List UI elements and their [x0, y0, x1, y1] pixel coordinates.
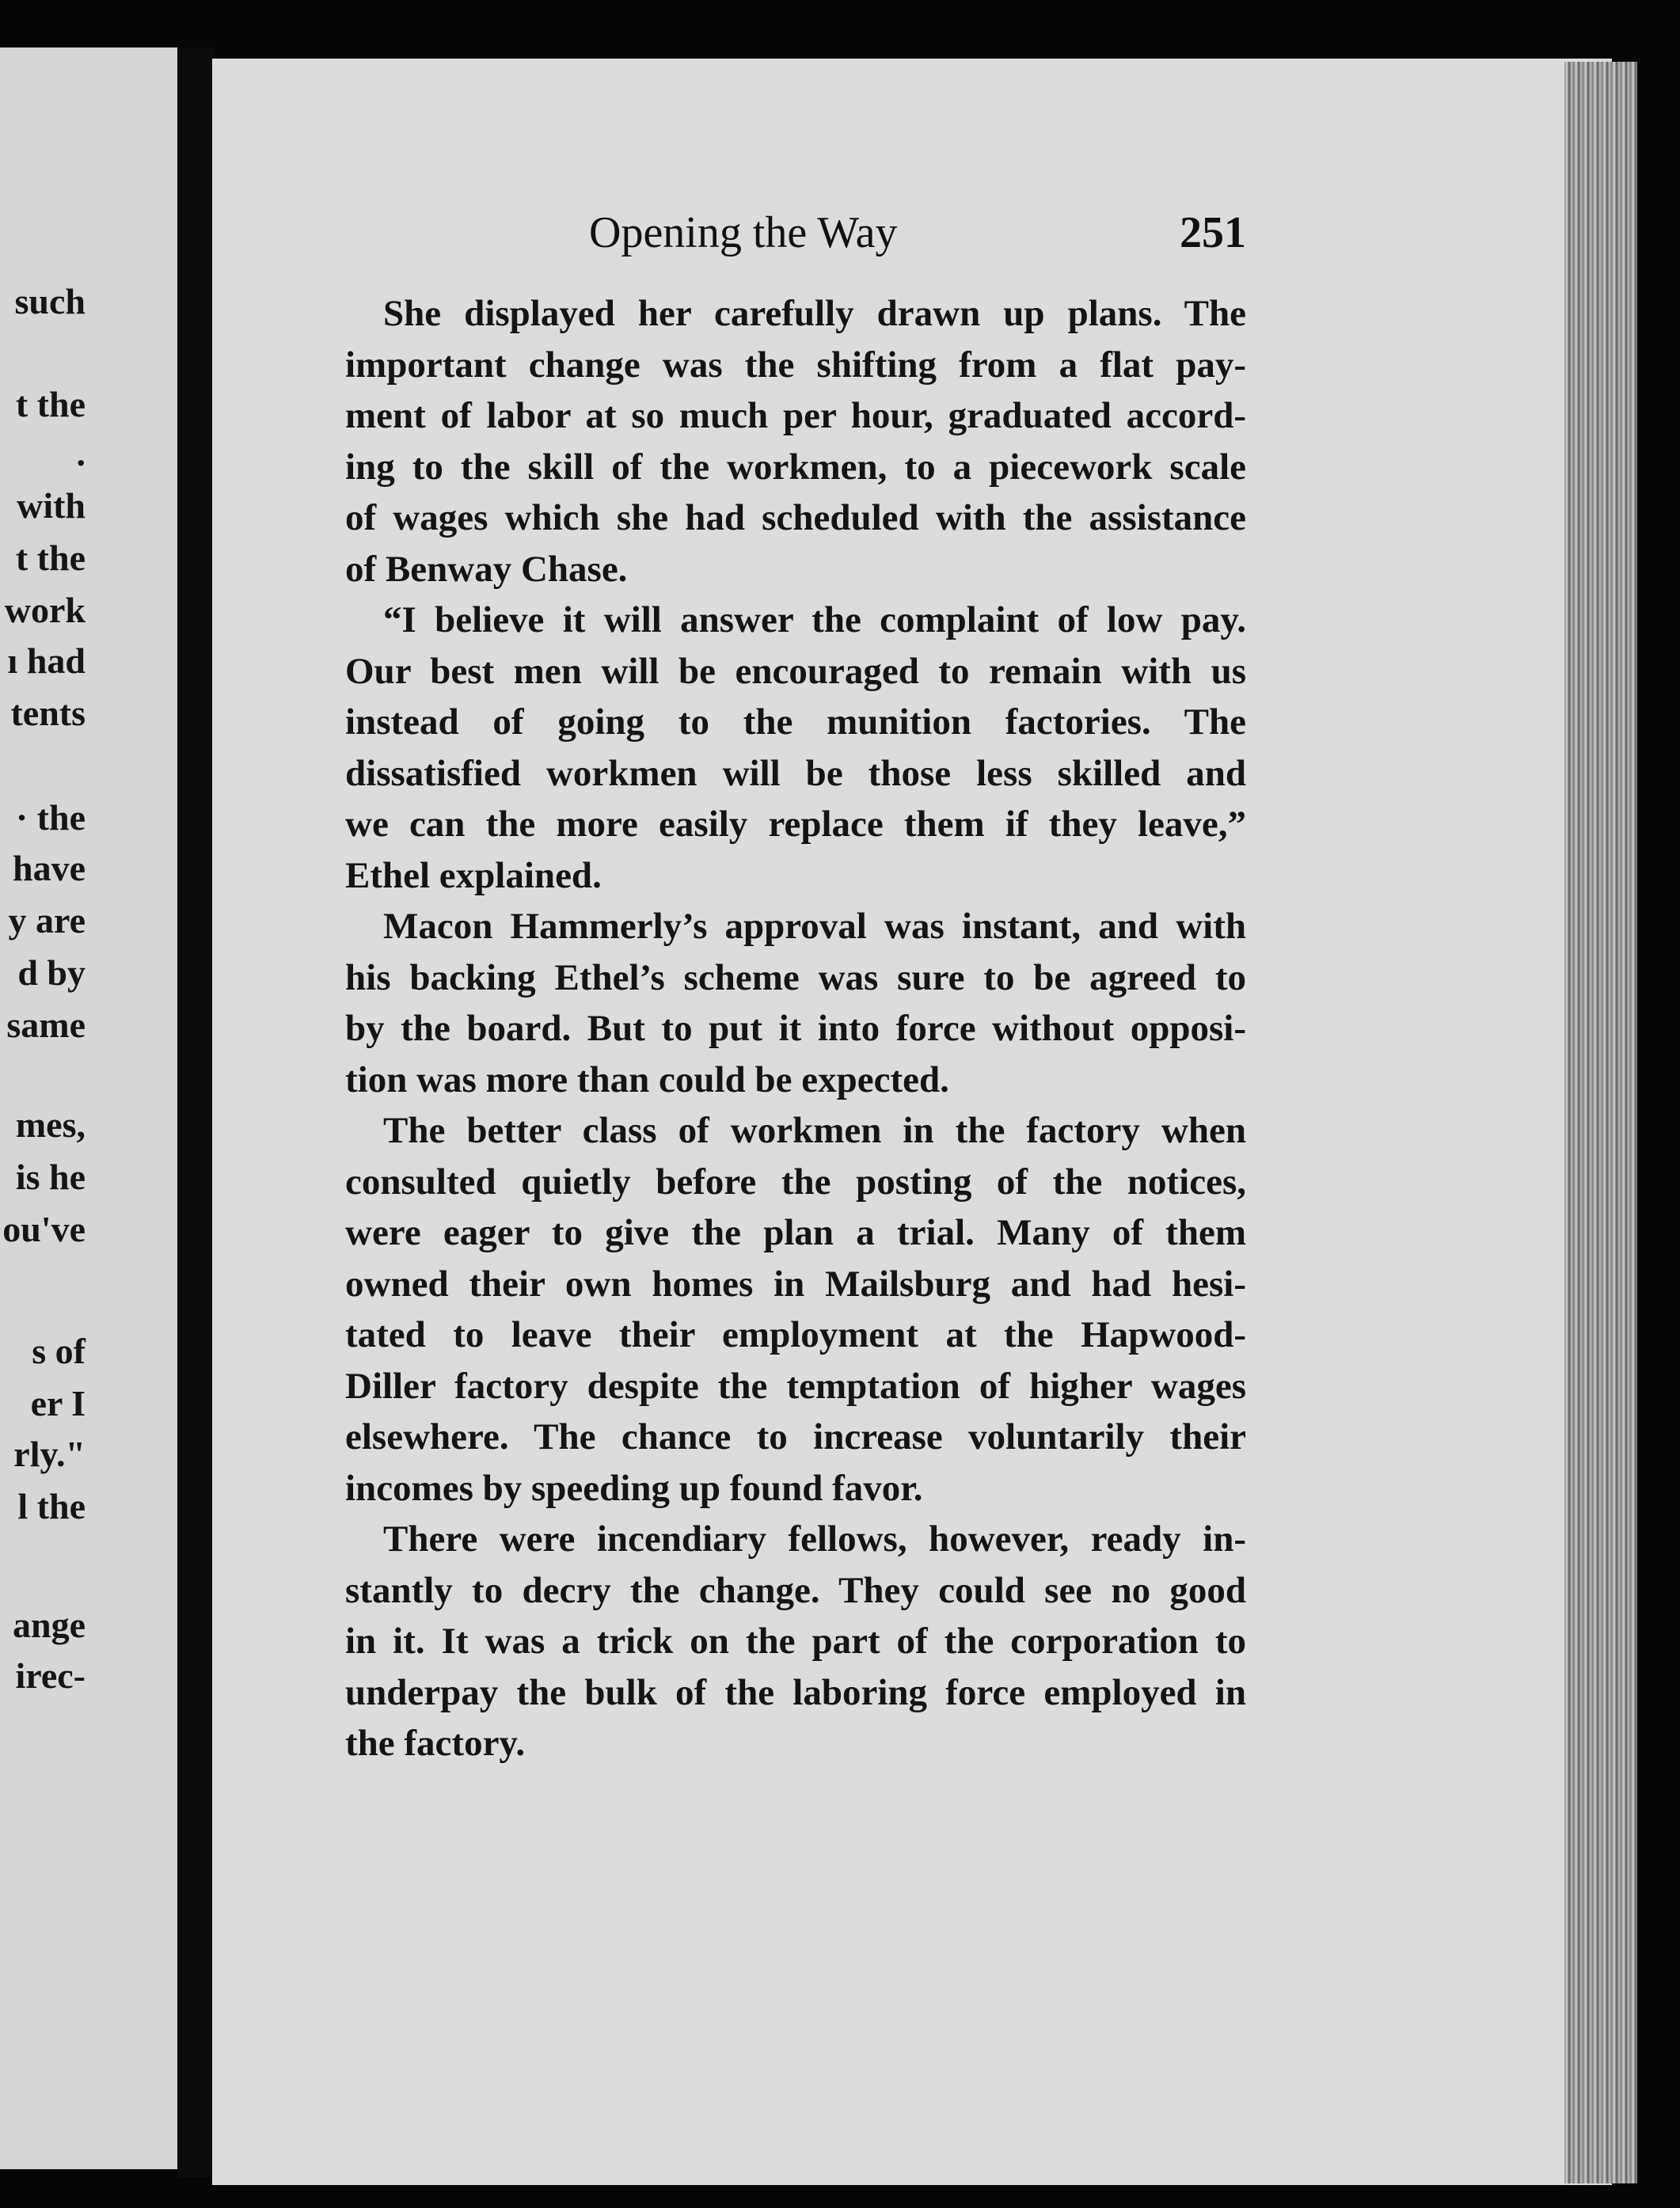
running-head: Opening the Way	[589, 208, 898, 257]
text-line: of Benway Chase.	[345, 548, 628, 590]
left-page-fragment: t the	[15, 384, 86, 424]
text-line: we can the more easily replace them if they leave,”	[345, 804, 1246, 845]
text-line: tion was more than could be expected.	[345, 1058, 949, 1100]
paragraph	[307, 595, 1246, 901]
text-line: his backing Ethel’s scheme was sure to be agreed to	[345, 956, 1246, 998]
left-page-fragment: l the	[17, 1486, 86, 1526]
text-line: important change was the shifting from a flat pay-	[345, 344, 1246, 386]
text-line: elsewhere. The chance to increase voluntarily their	[345, 1416, 1246, 1457]
left-page-fragment: d by	[17, 952, 86, 993]
text-line: Ethel explained.	[345, 854, 602, 896]
text-line: consulted quietly before the posting of the notices,	[345, 1161, 1246, 1203]
text-line: the factory.	[345, 1723, 526, 1764]
text-line: underpay the bulk of the laboring force employed in	[345, 1671, 1246, 1713]
paragraph	[307, 1514, 1246, 1769]
text-line: by the board. But to put it into force without opposi-	[345, 1008, 1246, 1049]
left-page-fragment: ange	[13, 1605, 86, 1645]
text-line: were eager to give the plan a trial. Many of them	[345, 1212, 1246, 1253]
text-line: ing to the skill of the workmen, to a piecework scale	[345, 446, 1246, 488]
left-page-fragment: same	[6, 1005, 86, 1045]
left-page-fragment: work	[4, 590, 86, 630]
text-line: “I believe it will answer the complaint of low pay.	[383, 599, 1246, 640]
text-line: Our best men will be encouraged to remain with us	[345, 650, 1246, 692]
text-line: of wages which she had scheduled with the assistance	[345, 497, 1246, 538]
paragraph	[307, 1105, 1246, 1514]
paragraph	[307, 288, 1246, 595]
page-edges	[1564, 62, 1637, 2183]
body-text	[307, 288, 1246, 1769]
text-line: The better class of workmen in the factory when	[383, 1110, 1246, 1151]
left-page-fragment: tents	[10, 693, 86, 733]
text-line: dissatisfied workmen will be those less skilled and	[345, 752, 1246, 794]
text-line: She displayed her carefully drawn up plans. The	[383, 293, 1246, 334]
page-number: 251	[1180, 208, 1246, 257]
paragraph	[307, 901, 1246, 1105]
text-line: tated to leave their employment at the Hapwood-	[345, 1314, 1246, 1355]
left-page-fragment: ı had	[7, 640, 86, 681]
left-page-fragment: is he	[15, 1157, 86, 1197]
left-page-fragment: t the	[15, 538, 86, 578]
text-line: Diller factory despite the temptation of higher wages	[345, 1365, 1246, 1407]
text-line: stantly to decry the change. They could see no good	[345, 1569, 1246, 1611]
left-page-fragment: y are	[8, 900, 86, 941]
text-line: incomes by speeding up found favor.	[345, 1467, 923, 1509]
left-page-fragment: er I	[30, 1383, 86, 1423]
text-line: owned their own homes in Mailsburg and had hesi-	[345, 1263, 1246, 1305]
text-line: ment of labor at so much per hour, graduated accord-	[345, 395, 1246, 436]
left-page-fragment: .	[76, 433, 86, 473]
text-line: Macon Hammerly’s approval was instant, and with	[383, 906, 1246, 947]
text-line: in it. It was a trick on the part of the corporation to	[345, 1621, 1246, 1662]
left-page-fragment: have	[13, 848, 86, 888]
left-page-fragment: s of	[32, 1331, 86, 1371]
left-page-fragment: such	[14, 281, 86, 321]
text-line: There were incendiary fellows, however, ready in-	[383, 1518, 1246, 1560]
text-line: instead of going to the munition factories. The	[345, 701, 1246, 743]
left-page-fragment: · the	[15, 797, 86, 838]
left-page-fragment: rly."	[13, 1434, 86, 1474]
left-page-fragment: irec-	[15, 1655, 86, 1696]
left-page-fragment: ou've	[2, 1209, 86, 1249]
left-page-fragment: with	[17, 485, 86, 526]
left-page-fragment: mes,	[15, 1104, 86, 1145]
